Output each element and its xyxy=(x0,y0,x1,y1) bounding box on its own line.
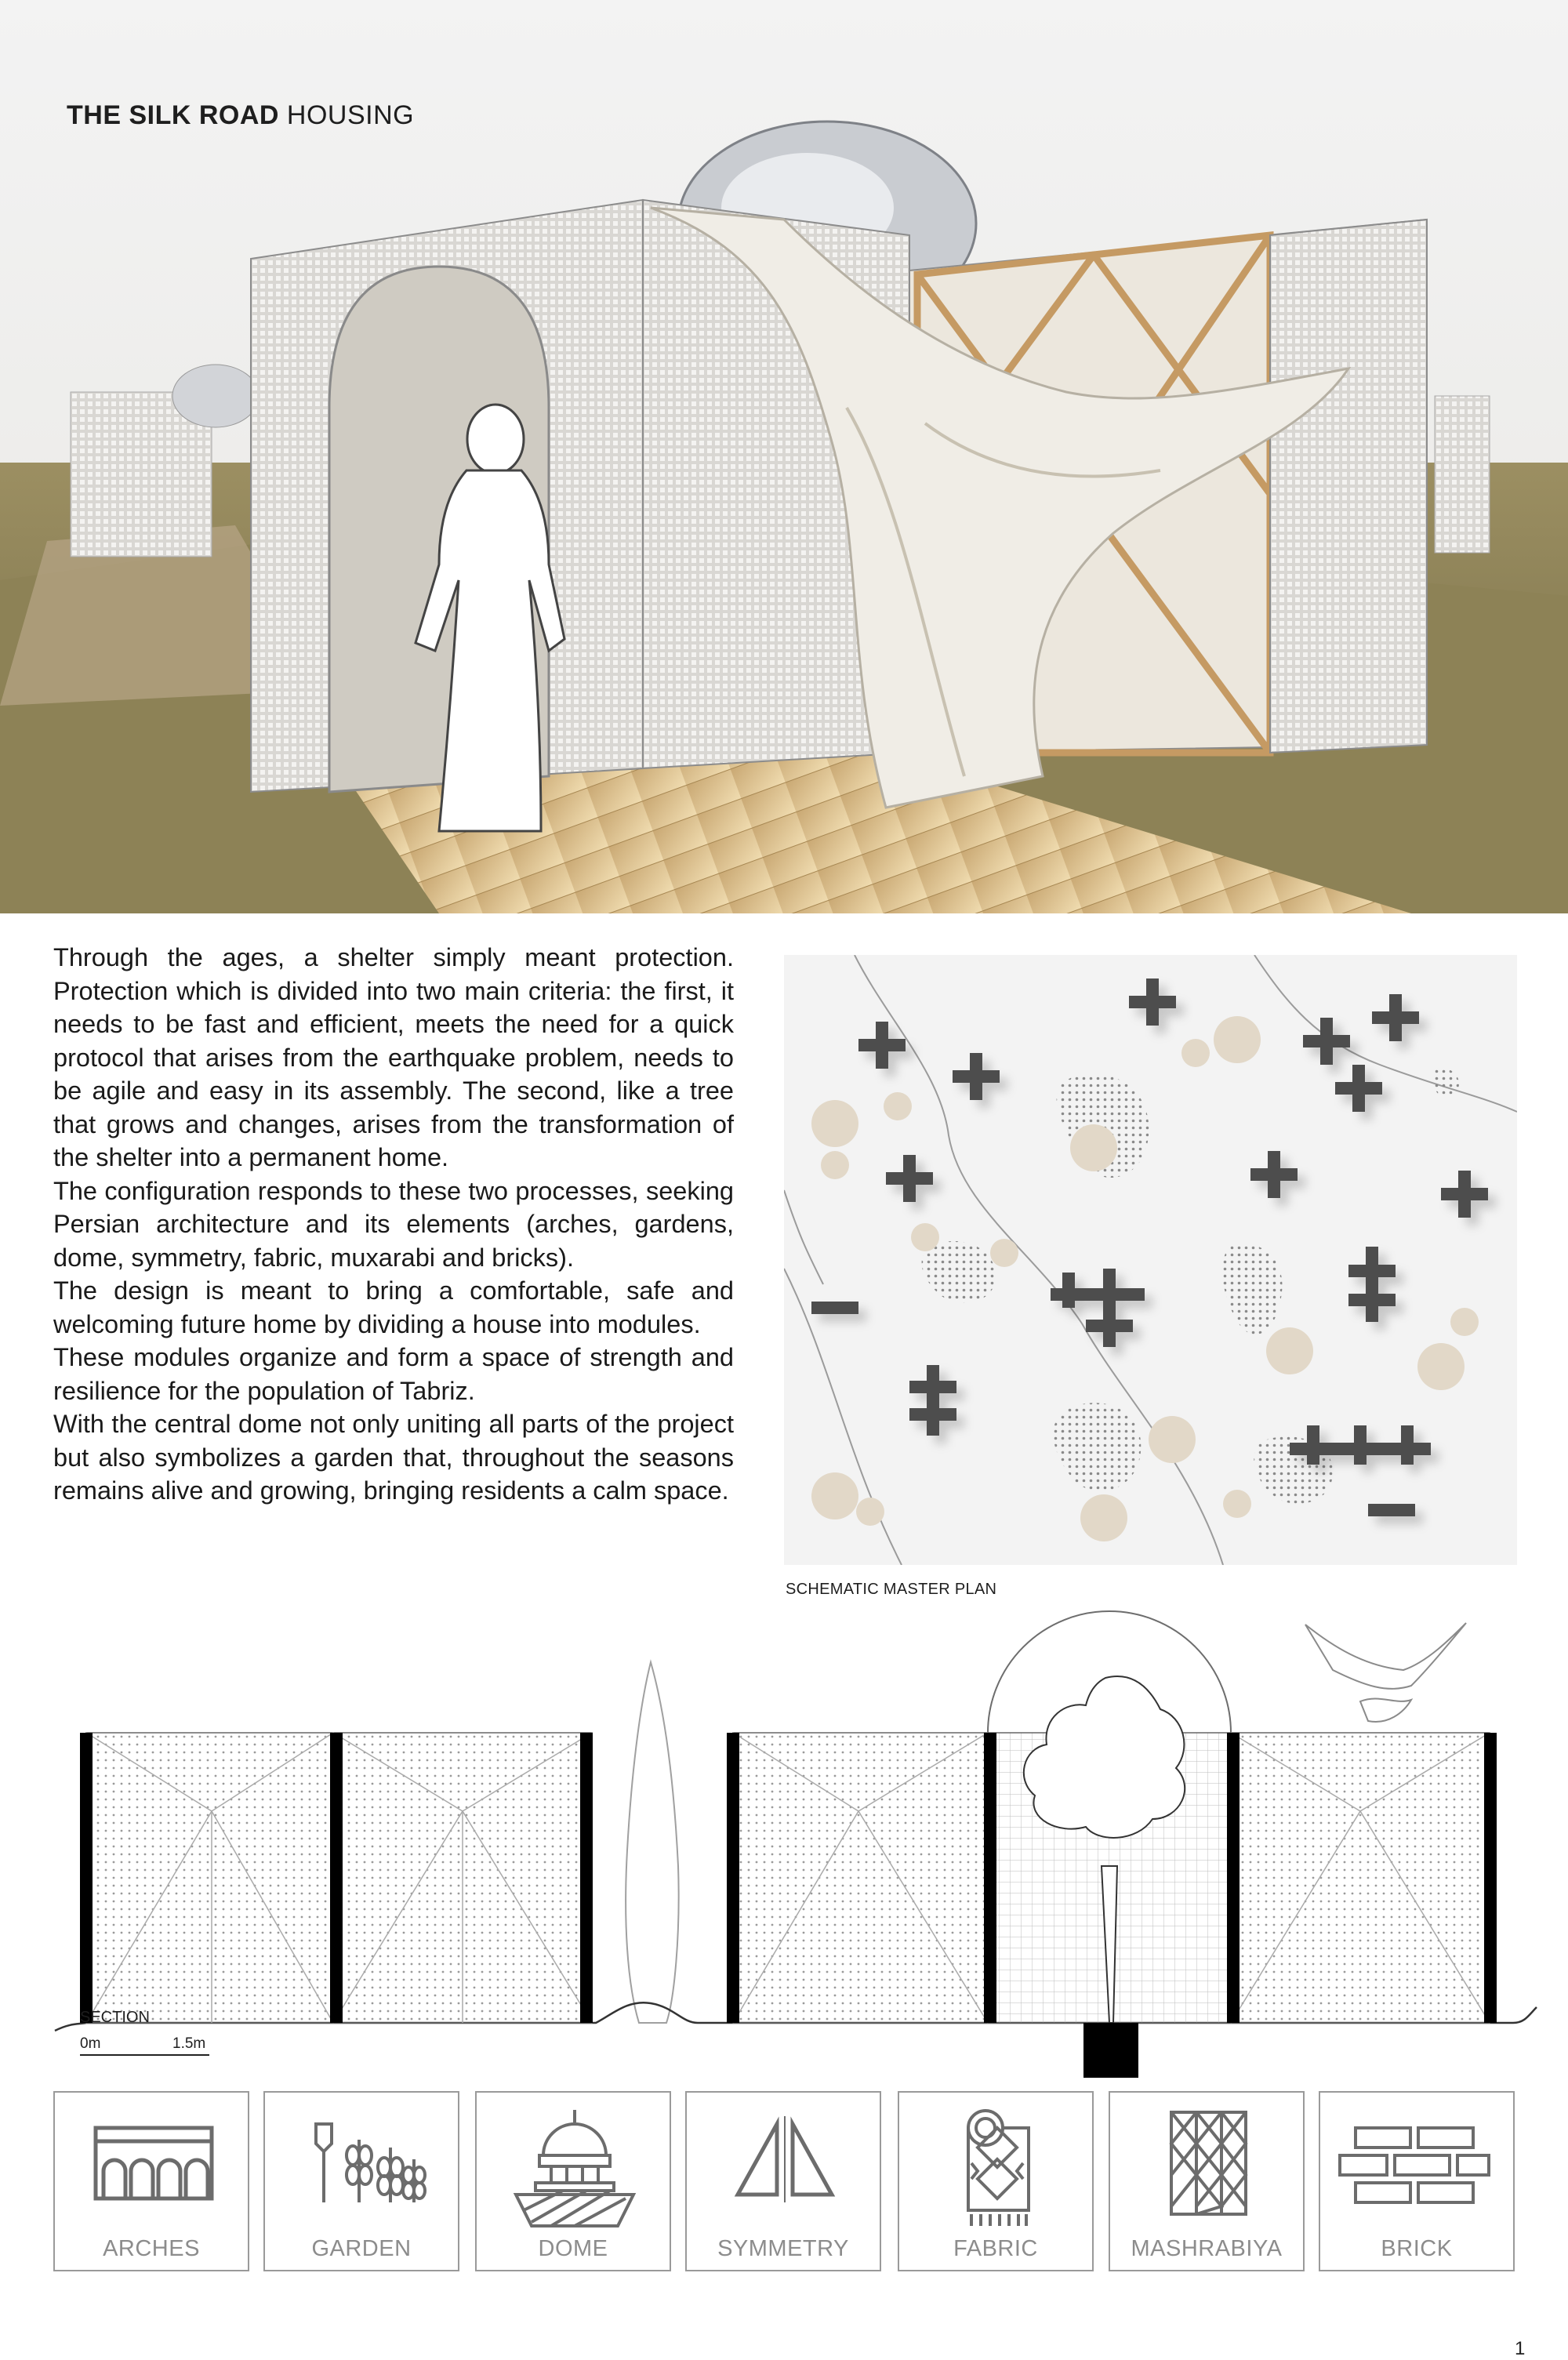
scale-bar xyxy=(80,2054,209,2056)
scale-end-label: 1.5m xyxy=(172,2035,206,2052)
birds-illustration xyxy=(1305,1623,1466,1722)
element-label-arches: ARCHES xyxy=(103,2236,200,2261)
element-card-fabric xyxy=(898,2091,1094,2271)
cypress-tree xyxy=(626,1662,679,2023)
scale-start-label: 0m xyxy=(80,2035,101,2052)
element-label-mashrabiya: MASHRABIYA xyxy=(1131,2236,1283,2261)
project-description xyxy=(53,941,734,1508)
element-card-arches xyxy=(53,2091,249,2271)
hero-rendering xyxy=(0,0,1568,913)
description-paragraph-3: The design is meant to bring a comfortable, safe and welcoming future home by dividing a house into modules. xyxy=(53,1276,734,1338)
page-number: 1 xyxy=(1515,2338,1526,2359)
element-card-dome xyxy=(475,2091,671,2271)
element-label-fabric: FABRIC xyxy=(953,2236,1038,2261)
description-paragraph-2: The configuration responds to these two processes, seeking Persian architecture and its elements (arches, gardens, dome, symmetry, fabric, muxarabi and bricks). xyxy=(53,1176,734,1272)
element-label-brick: BRICK xyxy=(1381,2236,1453,2261)
element-card-brick xyxy=(1319,2091,1515,2271)
master-plan-caption: SCHEMATIC MASTER PLAN xyxy=(786,1581,997,1598)
section-label: SECTION xyxy=(80,2009,150,2026)
element-label-garden: GARDEN xyxy=(311,2236,412,2261)
description-paragraph-4: These modules organize and form a space of strength and resilience for the population of Tabriz. xyxy=(53,1343,734,1405)
section-drawing xyxy=(0,1607,1568,2078)
element-card-mashrabiya xyxy=(1109,2091,1305,2271)
description-paragraph-5: With the central dome not only uniting all parts of the project but also symbolizes a garden that, throughout the seasons remains alive and growing, bringing residents a calm space. xyxy=(53,1410,734,1505)
description-paragraph-1: Through the ages, a shelter simply meant protection. Protection which is divided into two main criteria: the first, it needs to be fast and efficient, meets the need for a quick protocol that arises from the earthquake problem, needs to be agile and easy in its assembly. The second, like a tree that grows and changes, arises from the transformation of the shelter into a permanent home. xyxy=(53,943,734,1171)
schematic-master-plan xyxy=(784,955,1517,1565)
element-label-dome: DOME xyxy=(538,2236,608,2261)
element-card-symmetry xyxy=(685,2091,881,2271)
element-label-symmetry: SYMMETRY xyxy=(717,2236,849,2261)
element-card-garden xyxy=(263,2091,459,2271)
page-title: THE SILK ROAD HOUSING xyxy=(67,100,415,130)
